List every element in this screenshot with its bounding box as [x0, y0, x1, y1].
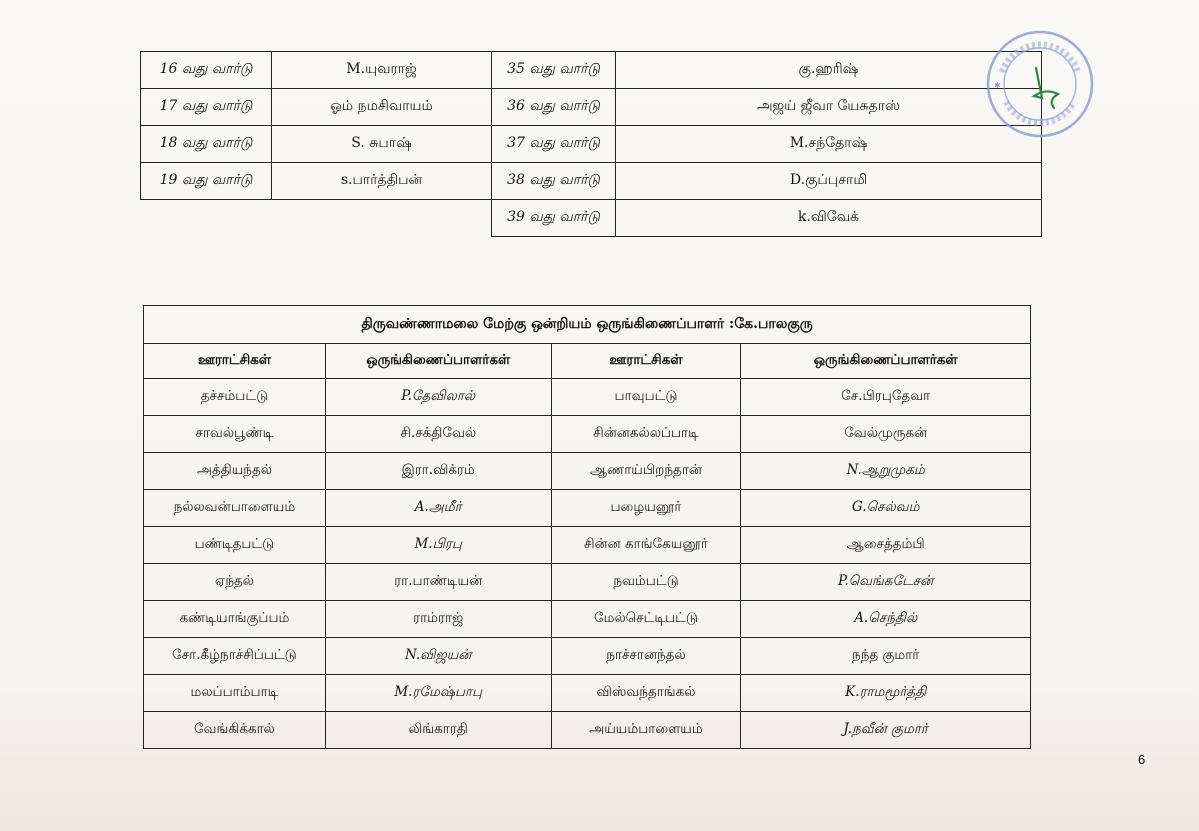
coordinator-cell: P.தேவிலால் — [325, 379, 551, 416]
header-coordinators-2: ஒருங்கிணைப்பாளர்கள் — [741, 344, 1031, 379]
panchayat-cell: ஏந்தல் — [144, 564, 326, 601]
panchayat-cell: பண்டிதபட்டு — [144, 527, 326, 564]
coordinators-row — [144, 416, 1031, 453]
ward-member-name: M.சந்தோஷ் — [616, 126, 1042, 163]
ward-member-name: அஜய் ஜீவா யேசுதாஸ் — [616, 89, 1042, 126]
panchayat-cell: மேல்செட்டிபட்டு — [551, 601, 741, 638]
ward-number: 18 வது வார்டு — [141, 126, 272, 163]
coordinators-title-row — [144, 306, 1031, 344]
ward-table-right — [491, 51, 1042, 237]
panchayat-cell: சாவல்பூண்டி — [144, 416, 326, 453]
panchayat-cell: பாவுபட்டு — [551, 379, 741, 416]
coordinators-table — [143, 305, 1031, 749]
coordinator-cell: M.பிரபு — [325, 527, 551, 564]
panchayat-cell: விஸ்வந்தாங்கல் — [551, 675, 741, 712]
coordinator-cell: P.வெங்கடேசன் — [741, 564, 1031, 601]
ward-member-name: ஓம் நமசிவாயம் — [272, 89, 492, 126]
ward-member-name: கு.ஹரிஷ் — [616, 52, 1042, 89]
coordinators-row — [144, 638, 1031, 675]
office-seal-stamp — [984, 28, 1096, 140]
panchayat-cell: நாச்சானந்தல் — [551, 638, 741, 675]
coordinator-cell: ஆசைத்தம்பி — [741, 527, 1031, 564]
coordinators-row — [144, 601, 1031, 638]
coordinator-cell: வேல்முருகன் — [741, 416, 1031, 453]
header-coordinators-1: ஒருங்கிணைப்பாளர்கள் — [325, 344, 551, 379]
panchayat-cell: பழையனூர் — [551, 490, 741, 527]
coordinator-cell: ராம்ராஜ் — [325, 601, 551, 638]
ward-number: 38 வது வார்டு — [492, 163, 616, 200]
ward-number: 19 வது வார்டு — [141, 163, 272, 200]
ward-row — [141, 52, 492, 89]
coordinators-title: திருவண்ணாமலை மேற்கு ஒன்றியம் ஒருங்கிணைப்பாளர் :கே.பாலகுரு — [144, 306, 1031, 344]
ward-member-name: s.பார்த்திபன் — [272, 163, 492, 200]
ward-row — [492, 200, 1042, 237]
coordinators-row — [144, 675, 1031, 712]
coordinator-cell: G.செல்வம் — [741, 490, 1031, 527]
header-panchayats-2: ஊராட்சிகள் — [551, 344, 741, 379]
panchayat-cell: அய்யம்பாளையம் — [551, 712, 741, 749]
coordinators-header-row — [144, 344, 1031, 379]
ward-row — [492, 89, 1042, 126]
panchayat-cell: மலப்பாம்பாடி — [144, 675, 326, 712]
panchayat-cell: சின்ன காங்கேயனூர் — [551, 527, 741, 564]
page-number: 6 — [1138, 752, 1146, 767]
coordinator-cell: N.ஆறுமுகம் — [741, 453, 1031, 490]
panchayat-cell: நல்லவன்பாளையம் — [144, 490, 326, 527]
coordinators-row — [144, 527, 1031, 564]
ward-row — [141, 163, 492, 200]
ward-member-name: M.யுவராஜ் — [272, 52, 492, 89]
ward-member-name: S. சுபாஷ் — [272, 126, 492, 163]
ward-row — [141, 126, 492, 163]
coordinators-row — [144, 453, 1031, 490]
coordinator-cell: K.ராமமூர்த்தி — [741, 675, 1031, 712]
ward-number: 17 வது வார்டு — [141, 89, 272, 126]
ward-row — [492, 163, 1042, 200]
coordinator-cell: லிங்காரதி — [325, 712, 551, 749]
coordinator-cell: A.அமீர் — [325, 490, 551, 527]
coordinator-cell: A.செந்தில் — [741, 601, 1031, 638]
ward-number: 37 வது வார்டு — [492, 126, 616, 163]
panchayat-cell: நவம்பட்டு — [551, 564, 741, 601]
coordinator-cell: ரா.பாண்டியன் — [325, 564, 551, 601]
coordinator-cell: N.விஜயன் — [325, 638, 551, 675]
ward-number: 39 வது வார்டு — [492, 200, 616, 237]
coordinator-cell: சி.சக்திவேல் — [325, 416, 551, 453]
coordinator-cell: நந்த குமார் — [741, 638, 1031, 675]
panchayat-cell: ஆணாய்பிறந்தான் — [551, 453, 741, 490]
panchayat-cell: அத்தியந்தல் — [144, 453, 326, 490]
coordinators-row — [144, 490, 1031, 527]
svg-text:✱: ✱ — [994, 81, 1001, 90]
ward-member-name: k.விவேக் — [616, 200, 1042, 237]
panchayat-cell: வேங்கிக்கால் — [144, 712, 326, 749]
ward-number: 36 வது வார்டு — [492, 89, 616, 126]
ward-row — [492, 52, 1042, 89]
ward-number: 35 வது வார்டு — [492, 52, 616, 89]
coordinator-cell: இரா.விக்ரம் — [325, 453, 551, 490]
coordinators-row — [144, 712, 1031, 749]
ward-row — [492, 126, 1042, 163]
coordinators-row — [144, 564, 1031, 601]
coordinator-cell: J.நவீன் குமார் — [741, 712, 1031, 749]
panchayat-cell: தச்சம்பட்டு — [144, 379, 326, 416]
coordinators-row — [144, 379, 1031, 416]
ward-row — [141, 89, 492, 126]
panchayat-cell: சோ.கீழ்நாச்சிப்பட்டு — [144, 638, 326, 675]
ward-member-name: D.குப்புசாமி — [616, 163, 1042, 200]
coordinator-cell: சே.பிரபுதேவா — [741, 379, 1031, 416]
coordinator-cell: M.ரமேஷ்பாபு — [325, 675, 551, 712]
panchayat-cell: சின்னகல்லப்பாடி — [551, 416, 741, 453]
ward-number: 16 வது வார்டு — [141, 52, 272, 89]
header-panchayats-1: ஊராட்சிகள் — [144, 344, 326, 379]
panchayat-cell: கண்டியாங்குப்பம் — [144, 601, 326, 638]
ward-table-left — [140, 51, 492, 200]
